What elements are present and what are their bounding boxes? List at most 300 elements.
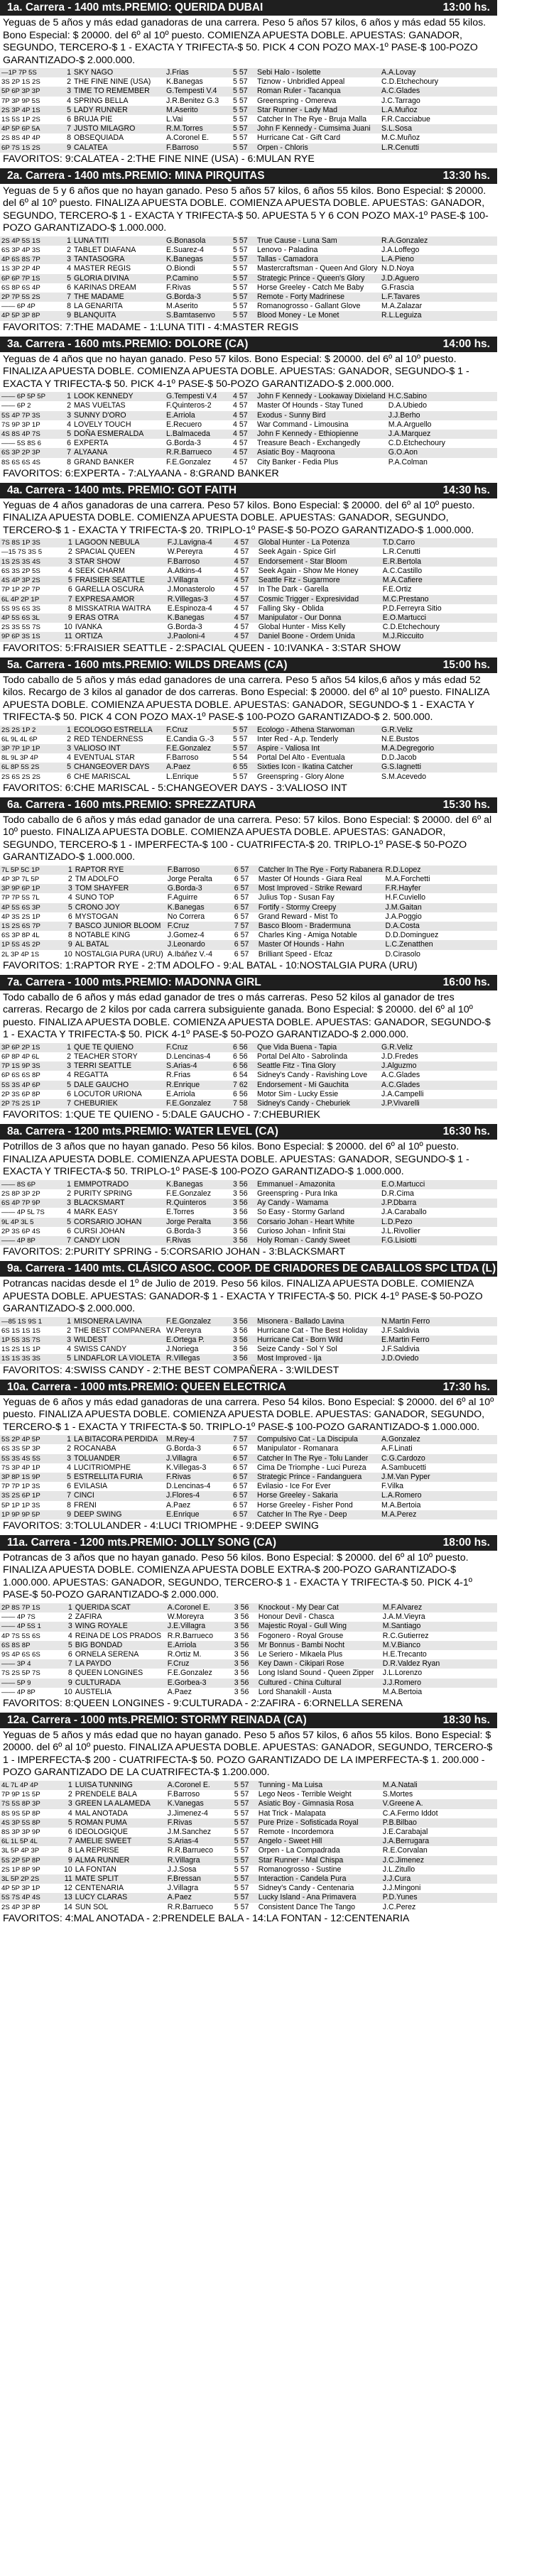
recent-form: 6L 8P 5S 2S — [1, 763, 40, 772]
age-weight: 5 57 — [233, 311, 248, 320]
age-weight: 4 57 — [233, 410, 248, 420]
table-row — [0, 1491, 497, 1500]
horse-name: RAPTOR RYE — [75, 865, 124, 874]
entries-table — [0, 726, 497, 782]
jockey-name: R.Enrique — [166, 1080, 200, 1089]
saddle-number: 5 — [67, 1818, 72, 1827]
horse-name: AL BATAL — [75, 940, 109, 949]
saddle-number: 6 — [67, 772, 71, 781]
race-title: 1a. Carrera - 1400 mts.PREMIO: QUERIDA DUBAI — [7, 1, 263, 13]
table-row — [0, 903, 497, 912]
pedigree: Roman Ruler - Tacanqua — [257, 87, 341, 96]
trainer-name: P.D.Yunes — [382, 1893, 418, 1902]
trainer-name: J.P.Vivarelli — [381, 1098, 420, 1108]
horse-name: DALE GAUCHO — [74, 1080, 129, 1089]
saddle-number: 1 — [67, 1780, 72, 1789]
entries-table — [0, 1317, 497, 1364]
trainer-name: A.F.Linati — [381, 1444, 413, 1453]
horse-name: THE MADAME — [74, 293, 124, 302]
trainer-name: N.Martin Ferro — [381, 1316, 430, 1326]
jockey-name: G.Tempesti V.4 — [166, 87, 217, 96]
horse-name: QUEEN LONGINES — [75, 1669, 143, 1678]
recent-form: 7S 9P 3P 1P — [1, 420, 40, 429]
recent-form: 6S 8S 8P — [1, 1641, 31, 1649]
saddle-number: 1 — [67, 1179, 71, 1189]
trainer-name: P.B.Bilbao — [382, 1818, 417, 1827]
horse-name: EVILASIA — [74, 1482, 108, 1491]
trainer-name: J.M.Gaitan — [385, 902, 422, 912]
recent-form: 6L 1L 5P 4L — [1, 1838, 38, 1846]
pedigree: Sebi Halo - Isolette — [257, 68, 321, 77]
recent-form: 7P 3P 9P 5S — [1, 97, 40, 105]
recent-form: —— 4P 7S — [1, 1613, 36, 1622]
trainer-name: J.L.Lorenzo — [382, 1669, 423, 1678]
pedigree: War Command - Limousina — [257, 420, 349, 429]
saddle-number: 2 — [67, 1326, 71, 1335]
saddle-number: 2 — [67, 874, 72, 883]
trainer-name: J.A.Berrugara — [382, 1837, 430, 1846]
jockey-name: S.Bamtasenvo — [166, 311, 215, 320]
age-weight: 5 57 — [233, 87, 248, 96]
table-row — [0, 1043, 497, 1052]
race-section — [0, 975, 497, 1124]
recent-form: 1P 9P 9P 5P — [1, 1510, 40, 1519]
pedigree: Tunning - Ma Luisa — [258, 1780, 323, 1789]
saddle-number: 8 — [67, 457, 71, 466]
pedigree: Orpen - La Compadrada — [258, 1846, 340, 1855]
table-row — [0, 893, 497, 902]
trainer-name: F.Vilka — [381, 1482, 404, 1491]
jockey-name: F.E.Gonzalez — [166, 743, 212, 753]
horse-name: CRONO JOY — [75, 902, 120, 912]
jockey-name: F.E.Gonzalez — [167, 1669, 212, 1678]
jockey-name: M.Aserito — [166, 105, 198, 114]
table-row — [0, 595, 497, 604]
horse-name: LOVELY TOUCH — [74, 420, 131, 429]
saddle-number: 6 — [67, 912, 72, 921]
jockey-name: F.Rivas — [166, 283, 191, 292]
trainer-name: J.C.Tarrago — [381, 96, 420, 105]
recent-form: 9L 4P 3L 5 — [1, 1218, 34, 1226]
pedigree: Brilliant Speed - Efcaz — [258, 949, 333, 959]
jockey-name: J.Frias — [166, 68, 189, 77]
jockey-name: F.Rivas — [167, 1818, 192, 1827]
table-row — [0, 1679, 497, 1688]
table-row — [0, 115, 497, 124]
saddle-number: 10 — [64, 949, 72, 959]
table-row — [0, 1208, 497, 1217]
trainer-name: J.L.Rivollier — [381, 1226, 420, 1235]
trainer-name: R.L.Leguiza — [381, 311, 422, 320]
trainer-name: J.M.Van Pyper — [381, 1472, 430, 1481]
race-section — [0, 0, 497, 168]
pedigree: Romanogrosso - Gallant Glove — [257, 302, 361, 311]
horse-name: STAR SHOW — [75, 557, 121, 566]
horse-name: ROCANABA — [74, 1444, 116, 1453]
saddle-number: 4 — [67, 420, 71, 429]
saddle-number: 4 — [67, 566, 72, 575]
jockey-name: J.Villagra — [167, 576, 199, 585]
horse-name: ALYAANA — [74, 448, 108, 457]
trainer-name: A.C.Castillo — [382, 566, 423, 575]
jockey-name: E.Gorbea-3 — [167, 1678, 207, 1687]
table-row — [0, 1454, 497, 1463]
horse-name: TOLUANDER — [74, 1453, 121, 1463]
saddle-number: 4 — [67, 1808, 72, 1818]
table-row — [0, 143, 497, 153]
saddle-number: 8 — [67, 604, 72, 613]
jockey-name: F.Barroso — [167, 1790, 200, 1799]
pedigree: Romanogrosso - Sustine — [258, 1865, 342, 1874]
table-row — [0, 1218, 497, 1227]
pedigree: Long Island Sound - Queen Zipper — [258, 1669, 374, 1678]
saddle-number: 9 — [67, 940, 72, 949]
horse-name: CHE MARISCAL — [74, 772, 131, 781]
recent-form: —— 4P 5S 1 — [1, 1622, 41, 1631]
table-row — [0, 623, 497, 632]
pedigree: Master Of Hounds - Giara Real — [258, 874, 362, 883]
trainer-name: M.A.Perez — [381, 1510, 417, 1519]
table-row — [0, 763, 497, 772]
horse-name: LA GENARITA — [74, 302, 123, 311]
jockey-name: K.Villegas-3 — [166, 1463, 207, 1472]
table-row — [0, 264, 497, 273]
age-weight: 6 57 — [234, 865, 249, 874]
table-row — [0, 1071, 497, 1080]
recent-form: 4S 8S 4P 7S — [1, 430, 40, 438]
pedigree: Greenspring - Glory Alone — [257, 772, 344, 781]
recent-form: 5S 3S 4P 6P — [1, 1081, 40, 1089]
saddle-number: 12 — [64, 1884, 72, 1893]
trainer-name: J.F.Saldivia — [381, 1326, 420, 1335]
recent-form: —— 5P 9 — [1, 1679, 31, 1687]
age-weight: 3 56 — [234, 1631, 249, 1640]
pedigree: Cultured - China Cultural — [258, 1678, 342, 1687]
saddle-number: 1 — [67, 1316, 71, 1326]
race-time: 15:00 hs. — [442, 658, 490, 671]
table-row — [0, 68, 497, 77]
jockey-name: F.Cruz — [167, 1659, 190, 1669]
recent-form: —— 4P 5L 7S — [1, 1208, 45, 1217]
age-weight: 5 57 — [233, 734, 248, 743]
pedigree: Master Of Hounds - Hahn — [258, 940, 344, 949]
jockey-name: J.Noriega — [166, 1345, 199, 1354]
pedigree: Hat Trick - Malapata — [258, 1808, 326, 1818]
recent-form: 2S 4P 5S 1S — [1, 236, 40, 245]
pedigree: Inter Red - A.p. Tenderly — [257, 734, 339, 743]
age-weight: 3 56 — [233, 1326, 248, 1335]
horse-name: QUERIDA SCAT — [75, 1603, 131, 1612]
saddle-number: 2 — [67, 1052, 71, 1061]
recent-form: 6S 4P 7P 9P — [1, 1199, 40, 1208]
recent-form: 6S 1S 1S 1S — [1, 1326, 40, 1335]
recent-form: —— 6P 5P 5P — [1, 393, 46, 401]
recent-form: 5S 7S 4P 4S — [1, 1894, 40, 1902]
pedigree: Global Hunter - Miss Kelly — [258, 623, 346, 632]
recent-form: 7P 7P 5S 7L — [1, 894, 40, 902]
saddle-number: 9 — [67, 311, 71, 320]
trainer-name: G.S.Iagnetti — [381, 763, 421, 772]
table-row — [0, 1856, 497, 1865]
jockey-name: R.R.Barrueco — [166, 448, 212, 457]
age-weight: 3 56 — [234, 1678, 249, 1687]
trainer-name: H.C.Sabino — [388, 392, 427, 401]
saddle-number: 5 — [67, 576, 72, 585]
saddle-number: 7 — [67, 921, 72, 930]
saddle-number: 4 — [67, 264, 71, 273]
jockey-name: G.Borda-3 — [167, 623, 202, 632]
age-weight: 4 57 — [233, 429, 248, 438]
recent-form: —— 4P 8P — [1, 1236, 36, 1245]
horse-name: MYSTOGAN — [75, 912, 119, 921]
trainer-name: M.A.Bertoia — [382, 1687, 423, 1696]
pedigree: So Easy - Stormy Garland — [257, 1208, 345, 1217]
trainer-name: A.C.Glades — [381, 87, 420, 96]
saddle-number: 10 — [64, 623, 72, 632]
table-row — [0, 940, 497, 949]
pedigree: Hurricane Cat - Gift Card — [257, 133, 341, 143]
horse-name: SPACIAL QUEEN — [75, 547, 135, 557]
trainer-name: E.R.Bertola — [382, 557, 421, 566]
table-row — [0, 1799, 497, 1808]
horse-name: CENTENARIA — [75, 1884, 124, 1893]
recent-form: 1S 2S 1S 1P — [1, 1346, 40, 1354]
jockey-name: J.M.Sanchez — [167, 1828, 212, 1836]
table-row — [0, 1688, 497, 1697]
age-weight: 6 56 — [233, 1061, 248, 1071]
horse-name: WING ROYALE — [75, 1622, 128, 1631]
trainer-name: C.A.Fermo Iddot — [382, 1808, 438, 1818]
horse-name: CANDY LION — [74, 1235, 120, 1245]
pedigree: Catcher In The Rye - Deep — [257, 1510, 347, 1519]
trainer-name: J.J.Berho — [388, 410, 420, 420]
jockey-name: F.Cruz — [167, 921, 190, 930]
age-weight: 4 57 — [233, 420, 248, 429]
jockey-name: K.Banegas — [167, 613, 205, 622]
trainer-name: G.Frascia — [381, 283, 414, 292]
age-weight: 3 56 — [234, 1603, 249, 1612]
recent-form: 5P 1P 1P 3S — [1, 1501, 40, 1510]
table-row — [0, 293, 497, 302]
saddle-number: 1 — [67, 1042, 71, 1052]
age-weight: 6 57 — [234, 940, 249, 949]
race-header — [0, 797, 497, 813]
table-row — [0, 1809, 497, 1818]
recent-form: 6S 3S 2P 5S — [1, 567, 40, 575]
horse-name: REINA DE LOS PRADOS — [75, 1631, 162, 1640]
race-title: 2a. Carrera - 1400 mts.PREMIO: MINA PIRQUITAS — [7, 169, 265, 182]
horse-name: LA BITACORA PERDIDA — [74, 1435, 158, 1444]
trainer-name: C.D.Etchechoury — [388, 439, 445, 448]
race-conditions: Yeguas de 5 años y más edad que no hayan ganado. Peso 5 años 57 kilos, 6 años 55 kilos. Bono Especial: $ 20000. del 6º al 10º puesto. FINALIZA APUESTA DOBLE. APUESTAS: GANADOR, SEGUNDO, TERCERO-$ 1 - IMPERFECTA-$ 200 - CUATRIFECTA-$ 50. POZO GARANTIZADO DE LA IMPERFECTA-$ 1. 200.000 - POZO GARANTIZADO DE LA CUATRIFECTA-$ 1.200.000. — [3, 1729, 493, 1779]
recent-form: —85 1S 9S 1 — [1, 1317, 43, 1326]
jockey-name: J.Monasterolo — [167, 585, 215, 594]
recent-form: 6P 7S 1S 2S — [1, 143, 40, 152]
table-row — [0, 1884, 497, 1893]
saddle-number: 1 — [67, 236, 71, 245]
saddle-number: 11 — [64, 1874, 72, 1884]
saddle-number: 3 — [67, 1799, 72, 1808]
table-row — [0, 1081, 497, 1090]
trainer-name: S.M.Acevedo — [381, 772, 427, 781]
recent-form: 8S 9S 5P 8P — [1, 1809, 40, 1818]
pedigree: Lucky Island - Ana Primavera — [258, 1893, 357, 1902]
age-weight: 5 57 — [233, 77, 248, 87]
race-time: 16:00 hs. — [442, 976, 490, 988]
pedigree: Manipulator - Romanara — [257, 1444, 339, 1453]
table-row — [0, 1463, 497, 1473]
jockey-name: S.Arias-4 — [166, 1061, 197, 1071]
recent-form: —— 5S 8S 6 — [1, 440, 41, 448]
age-weight: 6 56 — [233, 1042, 248, 1052]
recent-form: —15 7S 3S 5 — [1, 548, 43, 557]
table-row — [0, 585, 497, 594]
horse-name: AUSTELIA — [75, 1687, 112, 1696]
saddle-number: 11 — [64, 632, 72, 641]
age-weight: 5 57 — [233, 255, 248, 264]
age-weight: 5 57 — [233, 273, 248, 283]
recent-form: 5S 4P 7P 3S — [1, 411, 40, 420]
jockey-name: Jorge Peralta — [167, 874, 212, 883]
race-favorites: FAVORITOS: 4:MAL ANOTADA - 2:PRENDELE BALA - 14:LA FONTAN - 12:CENTENARIA — [3, 1912, 410, 1924]
age-weight: 6 57 — [234, 949, 249, 959]
trainer-name: D.D.Jacob — [381, 753, 417, 763]
pedigree: Basco Bloom - Bradermuna — [258, 921, 351, 930]
horse-name: SUN SOL — [75, 1902, 109, 1911]
trainer-name: C.D.Etchechoury — [381, 77, 439, 87]
age-weight: 3 56 — [234, 1659, 249, 1669]
horse-name: MASTER REGIS — [74, 264, 131, 273]
trainer-name: V.Greene A. — [382, 1799, 423, 1808]
pedigree: Sidney's Candy - Cheburiek — [257, 1098, 350, 1108]
recent-form: 2S 2S 1P 2 — [1, 726, 36, 734]
race-header — [0, 0, 497, 16]
pedigree: Global Hunter - La Potenza — [258, 538, 350, 547]
saddle-number: 3 — [67, 557, 72, 566]
recent-form: 2S 1P 8P 9P — [1, 1865, 40, 1874]
horse-name: EXPERTA — [74, 439, 109, 448]
race-time: 13:00 hs. — [442, 1, 490, 13]
horse-name: VALIOSO INT — [74, 743, 121, 753]
saddle-number: 2 — [67, 1612, 72, 1622]
race-favorites: FAVORITOS: 7:THE MADAME - 1:LUNA TITI - 4:MASTER REGIS — [3, 321, 299, 333]
entries-table — [0, 1043, 497, 1108]
recent-form: 8S 3P 3P 9P — [1, 1828, 40, 1836]
recent-form: 6L 9L 4L 6P — [1, 735, 38, 743]
horse-name: LOCUTOR URIONA — [74, 1089, 142, 1098]
saddle-number: 9 — [67, 1678, 72, 1687]
trainer-name: M.J.Riccuito — [382, 632, 424, 641]
race-conditions: Yeguas de 5 y 6 años que no hayan ganado. Peso 5 años 57 kilos, 6 años 55 kilos. Bono Especial: $ 20000. del 6º al 10º puesto. FINALIZA APUESTA DOBLE. COMIENZA APUESTA DOBLE. APUESTAS: GANADOR, SEGUNDO, TERCERO-$ 1 - EXACTA Y TRIFECTA-$ 50. APUESTA 5 Y 6 CON POZO MAX-1º PASE-$ 100-POZO GARANTIZADO-$ 1.000.000. — [3, 185, 489, 234]
jockey-name: E.Recuero — [166, 420, 202, 429]
horse-name: THE FINE NINE (USA) — [74, 77, 151, 87]
pedigree: Interaction - Candela Pura — [258, 1874, 347, 1884]
horse-name: CURSI JOHAN — [74, 1226, 125, 1235]
saddle-number: 5 — [67, 1080, 71, 1089]
trainer-name: P.D.Ferreyra Sitio — [382, 604, 442, 613]
trainer-name: F.R.Cacciabue — [381, 115, 430, 124]
trainer-name: J.A.Loffego — [381, 246, 420, 255]
pedigree: Corsario Johan - Heart White — [257, 1217, 355, 1226]
jockey-name: F.E.Gonzalez — [166, 1098, 212, 1108]
jockey-name: P.Camino — [166, 273, 199, 283]
trainer-name: M.V.Bianco — [382, 1640, 420, 1649]
table-row — [0, 1659, 497, 1669]
saddle-number: 4 — [67, 893, 72, 902]
jockey-name: F.Barroso — [166, 753, 199, 763]
trainer-name: A.Sambucetti — [381, 1463, 427, 1472]
saddle-number: 6 — [67, 283, 71, 292]
pedigree: Seattle Fitz - Tina Glory — [257, 1061, 336, 1071]
jockey-name: D.Lencinas-4 — [166, 1052, 211, 1061]
race-title: 12a. Carrera - 1000 mts.PREMIO: STORMY REINADA (CA) — [7, 1713, 307, 1726]
table-row — [0, 283, 497, 293]
pedigree: Horse Greeley - Catch Me Baby — [257, 283, 364, 292]
pedigree: Angelo - Sweet Hill — [258, 1837, 322, 1846]
horse-name: ORTIZA — [75, 632, 103, 641]
table-row — [0, 1903, 497, 1912]
race-title: 10a. Carrera - 1000 mts.PREMIO: QUEEN ELECTRICA — [7, 1380, 286, 1393]
trainer-name: F.E.Ortiz — [382, 585, 412, 594]
trainer-name: L.A.Romero — [381, 1491, 422, 1500]
race-favorites: FAVORITOS: 3:TOLULANDER - 4:LUCI TRIOMPHE - 9:DEEP SWING — [3, 1519, 319, 1532]
trainer-name: J.A.Marquez — [388, 429, 431, 438]
saddle-number: 5 — [67, 105, 71, 114]
pedigree: Asiatic Boy - Maqroona — [257, 448, 335, 457]
recent-form: 6S 8P 6S 4P — [1, 283, 40, 292]
age-weight: 4 57 — [233, 401, 248, 410]
saddle-number: 4 — [67, 1208, 71, 1217]
pedigree: Sixties Icon - Ikatina Catcher — [257, 763, 353, 772]
race-header — [0, 337, 497, 352]
pedigree: Hurricane Cat - The Best Holiday — [257, 1326, 368, 1335]
trainer-name: H.E.Trecanto — [382, 1649, 427, 1659]
pedigree: Blood Money - Le Monet — [257, 311, 339, 320]
table-row — [0, 1354, 497, 1363]
saddle-number: 3 — [67, 255, 71, 264]
horse-name: LINDAFLOR LA VIOLETA — [74, 1354, 161, 1363]
age-weight: 5 57 — [234, 1808, 249, 1818]
pedigree: Julius Top - Susan Fay — [258, 893, 335, 902]
pedigree: Portal Del Alto - Sabrolinda — [257, 1052, 348, 1061]
race-favorites: FAVORITOS: 9:CALATEA - 2:THE FINE NINE (USA) - 6:MULAN RYE — [3, 153, 315, 165]
jockey-name: E.Arriola — [166, 1089, 195, 1098]
jockey-name: G.Borda-3 — [166, 1444, 201, 1453]
jockey-name: J.E.Villagra — [167, 1622, 206, 1631]
recent-form: 7S 8S 1P 3S — [1, 539, 40, 547]
jockey-name: F.E.Gonzalez — [166, 457, 212, 466]
age-weight: 4 57 — [234, 585, 249, 594]
table-row — [0, 1199, 497, 1208]
trainer-name: L.C.Zenatthen — [385, 940, 433, 949]
table-row — [0, 753, 497, 763]
jockey-name: K.Banegas — [166, 77, 203, 87]
table-row — [0, 1336, 497, 1345]
trainer-name: M.Santiago — [382, 1622, 421, 1631]
pedigree: Seek Again - Show Me Honey — [258, 566, 359, 575]
trainer-name: G.R.Veliz — [381, 725, 413, 734]
table-row — [0, 1837, 497, 1846]
horse-name: BLANQUITA — [74, 311, 116, 320]
pedigree: Le Seriero - Mikaela Plus — [258, 1649, 343, 1659]
age-weight: 6 57 — [234, 874, 249, 883]
recent-form: 7P 7P 1P 3S — [1, 1483, 40, 1491]
horse-name: CALATEA — [74, 143, 108, 152]
recent-form: 4P 5P 3P 8P — [1, 312, 40, 320]
pedigree: Tiznow - Unbridled Appeal — [257, 77, 345, 87]
horse-name: MISONERA LAVINA — [74, 1316, 142, 1326]
jockey-name: A.Paez — [166, 763, 191, 772]
